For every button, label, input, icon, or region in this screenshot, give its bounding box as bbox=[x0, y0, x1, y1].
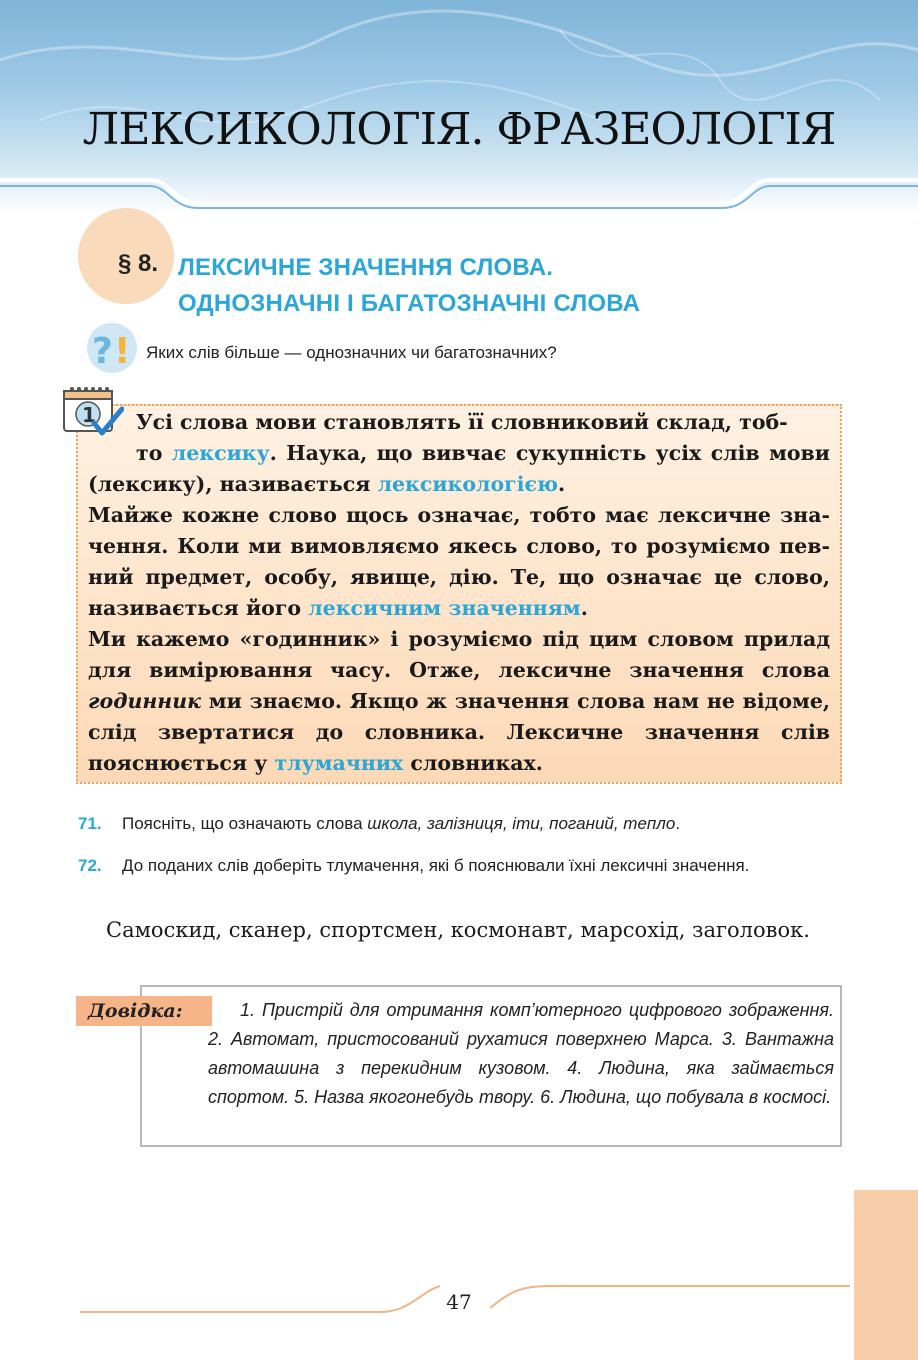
rule-p3-end: словниках. bbox=[403, 751, 543, 775]
exercise-number: 72. bbox=[78, 856, 102, 875]
exercise-number: 71. bbox=[78, 814, 102, 833]
rule-p3-text: Ми кажемо «годинник» і розуміємо під цим словом прилад для вимірювання часу. Отже, лексичне значення слова bbox=[88, 627, 830, 682]
title-underline-band bbox=[0, 170, 918, 210]
section-title-line2: ОДНОЗНАЧНІ І БАГАТОЗНАЧНІ СЛОВА bbox=[178, 290, 641, 317]
section-number: § 8. bbox=[118, 250, 159, 277]
exercise-71 bbox=[78, 810, 844, 837]
rule-p1-line1: Усі слова мови становлять її словниковий склад, тоб- bbox=[136, 410, 788, 434]
page-corner-tab bbox=[854, 1190, 918, 1360]
exercise-words: школа, залізниця, іти, поганий, тепло bbox=[367, 814, 676, 833]
term-leksychne-znachennia: лексичним значенням bbox=[308, 596, 581, 620]
rule-text bbox=[88, 407, 830, 779]
svg-text:?: ? bbox=[92, 331, 113, 372]
term-leksykolohiia: лексикологією bbox=[377, 472, 559, 496]
exercise-72 bbox=[78, 852, 844, 879]
rule-p1-to: то bbox=[136, 441, 172, 465]
section-title bbox=[178, 250, 640, 322]
rule-p2-text: Майже кожне слово щось означає, тобто має лексичне значення. Коли ми вимовляємо якесь слово, то розуміємо певний предмет, особу, явище, дію. Те, що означає це слово, називається його bbox=[88, 503, 830, 620]
rule-p3-example-word: годинник bbox=[88, 689, 202, 713]
exercise-text: До поданих слів доберіть тлумачення, які б пояснювали їхні лексичні значення. bbox=[122, 856, 750, 875]
rule-p1-middle: . Наука, що вивчає сукупність усіх слів мови (лексику), називається bbox=[88, 441, 830, 496]
section-title-line1: ЛЕКСИЧНЕ ЗНАЧЕННЯ СЛОВА. bbox=[178, 254, 554, 281]
exercise-end: . bbox=[675, 814, 681, 833]
svg-text:1: 1 bbox=[82, 403, 96, 427]
exercise-text: Поясніть, що означають слова bbox=[122, 814, 368, 833]
term-leksyka: лексику bbox=[171, 441, 270, 465]
reference-text: 1. Пристрій для отримання комп’ютерного цифрового зображення. 2. Автомат, пристосований рухатися поверхнею Марса. 3. Вантажна автомашина з перекидним кузовом. 4. Людина, яка займається спортом. 5. Назва якогонебудь твору. 6. Людина, що побувала в космосі. bbox=[208, 1000, 834, 1107]
term-tlumachni: тлумачних bbox=[274, 751, 404, 775]
chapter-title: ЛЕКСИКОЛОГІЯ. ФРАЗЕОЛОГІЯ bbox=[82, 104, 836, 155]
page-number: 47 bbox=[446, 1290, 472, 1314]
words-list: Самоскид, сканер, спортсмен, космонавт, марсохід, заголовок. bbox=[106, 918, 810, 942]
svg-text:!: ! bbox=[114, 331, 131, 372]
question-exclamation-icon bbox=[86, 322, 138, 374]
rule-p1-end: . bbox=[558, 472, 566, 496]
question-text: Яких слів більше — однозначних чи багатозначних? bbox=[146, 343, 557, 362]
reference-label: Довідка: bbox=[76, 996, 212, 1026]
rule-p2-end: . bbox=[580, 596, 588, 620]
rule-p3-middle: ми знаємо. Якщо ж значення слова нам не відоме, слід звертатися до словника. Лексичне значення слів пояснюється у bbox=[88, 689, 830, 775]
